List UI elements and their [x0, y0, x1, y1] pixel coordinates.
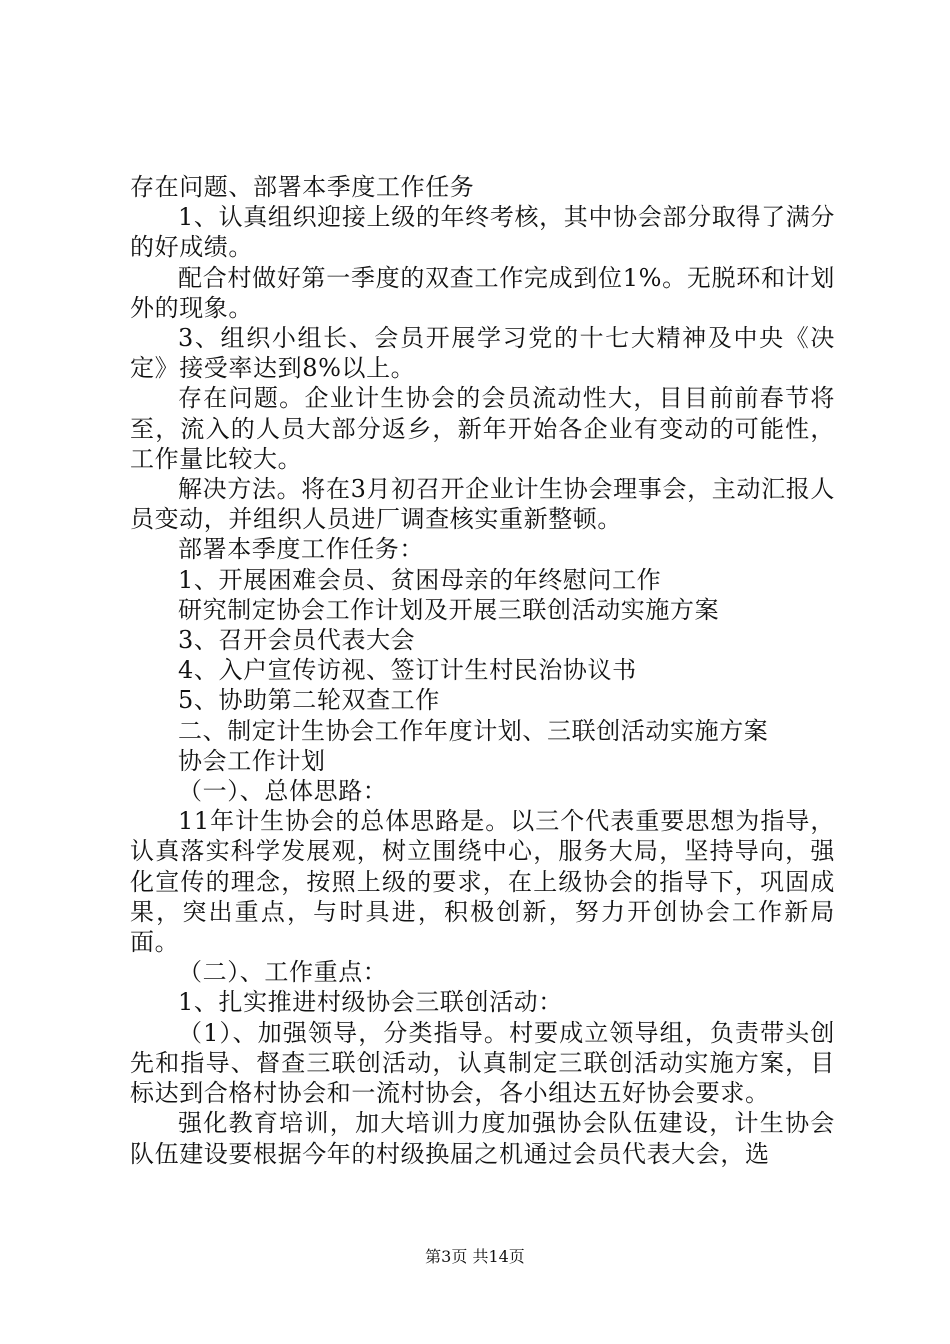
document-body — [130, 172, 835, 1169]
paragraph: 1、认真组织迎接上级的年终考核，其中协会部分取得了满分的好成绩。 — [130, 203, 835, 262]
paragraph: 存在问题、部署本季度工作任务 — [130, 173, 475, 201]
paragraph: 二、制定计生协会工作年度计划、三联创活动实施方案 — [178, 716, 769, 745]
paragraph: 配合村做好第一季度的双查工作完成到位1%。无脱环和计划外的现象。 — [130, 263, 835, 322]
paragraph: 3、召开会员代表大会 — [178, 626, 416, 655]
paragraph: （1）、加强领导，分类指导。村要成立领导组，负责带头创先和指导、督查三联创活动，认真制定三联创活动实施方案，目标达到合格村协会和一流村协会，各小组达五好协会要求。 — [130, 1018, 835, 1108]
paragraph: 5、协助第二轮双查工作 — [178, 686, 440, 715]
paragraph: 解决方法。将在3月初召开企业计生协会理事会，主动汇报人员变动，并组织人员进厂调查核实重新整顿。 — [130, 475, 835, 534]
paragraph: 1、开展困难会员、贫困母亲的年终慰问工作 — [178, 565, 662, 594]
paragraph: 研究制定协会工作计划及开展三联创活动实施方案 — [178, 595, 720, 624]
paragraph: 部署本季度工作任务： — [178, 535, 424, 564]
paragraph: 协会工作计划 — [178, 746, 326, 775]
paragraph: 4、入户宣传访视、签订计生村民治协议书 — [178, 656, 637, 685]
paragraph: 11年计生协会的总体思路是。以三个代表重要思想为指导，认真落实科学发展观，树立围绕中心，服务大局，坚持导向，强化宣传的理念，按照上级的要求，在上级协会的指导下，巩固成果，突出重点，与时具进，积极创新，努力开创协会工作新局面。 — [130, 807, 835, 957]
paragraph: 存在问题。企业计生协会的会员流动性大，目目前前春节将至，流入的人员大部分返乡，新年开始各企业有变动的可能性，工作量比较大。 — [130, 384, 835, 473]
paragraph: （一）、总体思路： — [178, 777, 388, 806]
page-number-footer: 第3页 共14页 — [425, 1247, 525, 1266]
paragraph: （二）、工作重点： — [178, 958, 388, 987]
paragraph: 3、组织小组长、会员开展学习党的十七大精神及中央《决定》接受率达到8%以上。 — [130, 324, 835, 383]
paragraph: 1、扎实推进村级协会三联创活动： — [178, 988, 563, 1017]
paragraph: 强化教育培训，加大培训力度加强协会队伍建设，计生协会队伍建设要根据今年的村级换届之机通过会员代表大会，选 — [130, 1109, 835, 1168]
